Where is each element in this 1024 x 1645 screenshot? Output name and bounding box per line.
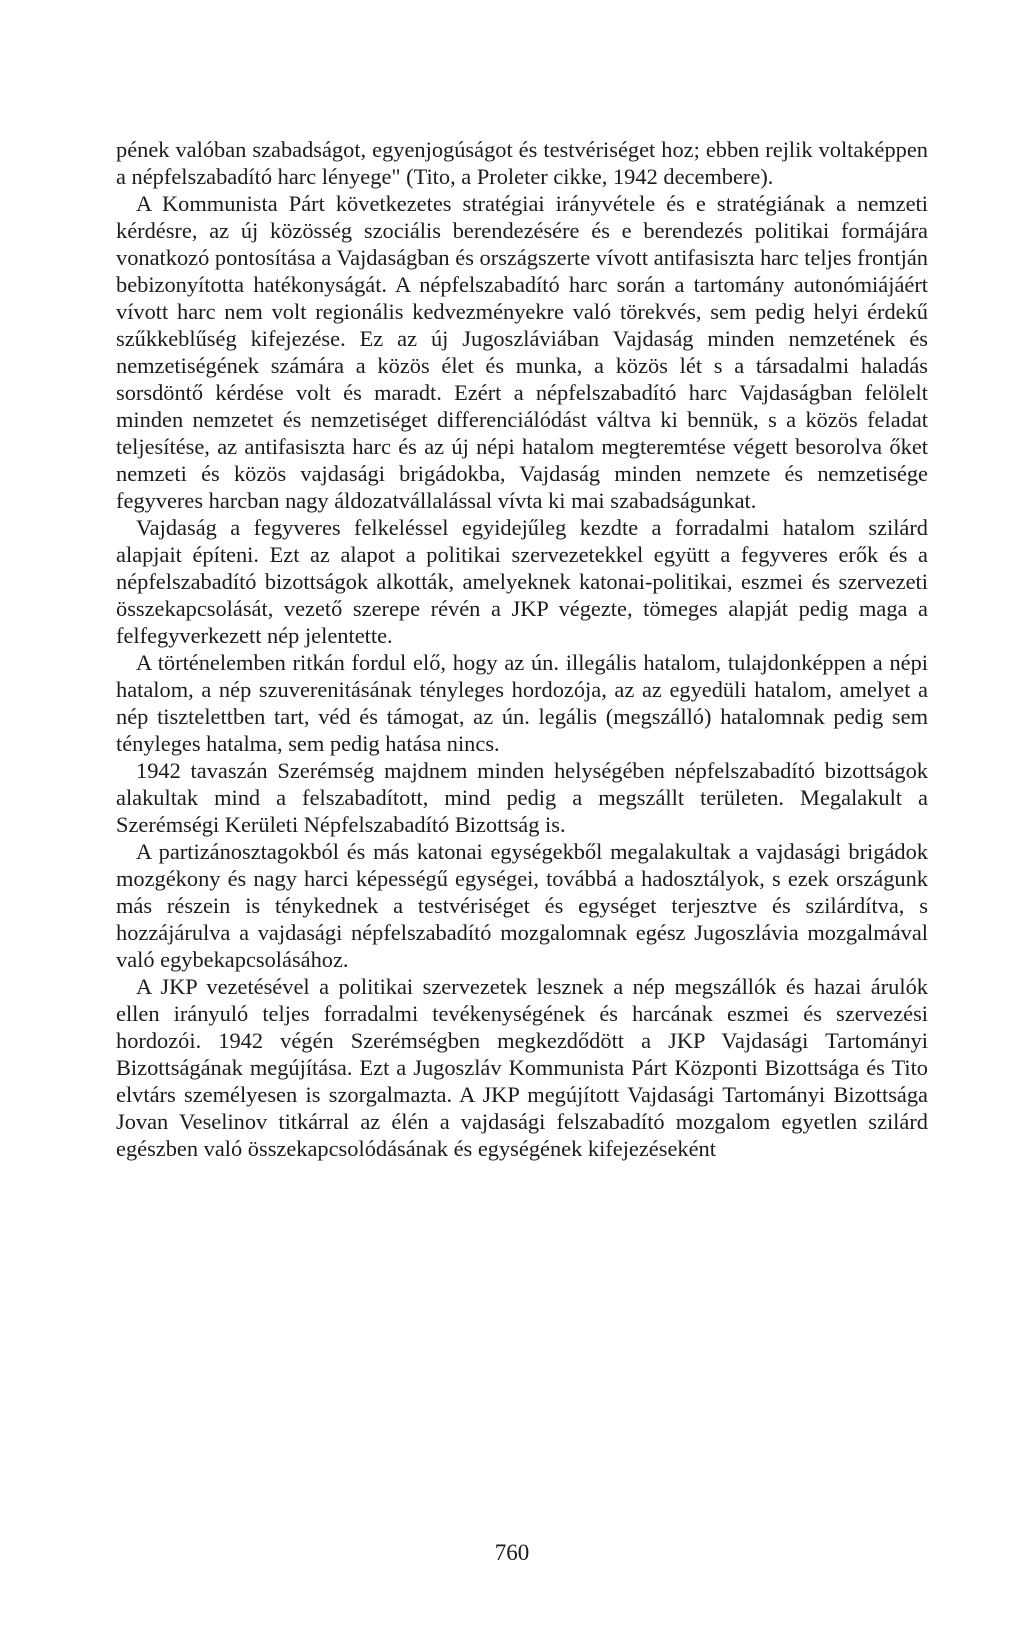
paragraph: pének valóban szabadságot, egyenjogúságot és testvériséget hoz; ebben rejlik voltaképpen a népfelszabadító harc lényege" (Tito, a Proleter cikke, 1942 decembere). bbox=[116, 137, 928, 189]
paragraph: A Kommunista Párt következetes stratégiai irányvétele és e stratégiának a nemzeti kérdésre, az új közösség szociális berendezésére és e berendezés politikai formájára vonatkozó pontosítása a Vajdaságban és országszerte vívott antifasiszta harc teljes frontján bebizonyította hatékonyságát. A népfelszabadító harc során a tartomány autonómiájáért vívott harc nem volt regionális kedvezményekre való törekvés, sem pedig helyi érdekű szűkkeblűség kifejezése. Ez az új Jugoszláviában Vajdaság minden nemzetének és nemzetiségének számára a közös élet és munka, a közös lét s a társadalmi haladás sorsdöntő kérdése volt és maradt. Ezért a népfelszabadító harc Vajdaságban felölelt minden nemzetet és nemzetiséget differenciálódást váltva ki bennük, s a közös feladat teljesítése, az antifasiszta harc és az új népi hatalom megteremtése végett besorolva őket nemzeti és közös vajdasági brigádokba, Vajdaság minden nemzete és nemzetisége fegyveres harcban nagy áldozatvállalással vívta ki mai szabadságunkat. bbox=[116, 191, 928, 513]
paragraph: A történelemben ritkán fordul elő, hogy az ún. illegális hatalom, tulajdonképpen a népi hatalom, a nép szuverenitásának tényleges hordozója, az az egyedüli hatalom, amelyet a nép tisztelettben tart, véd és támogat, az ún. legális (megszálló) hatalomnak pedig sem tényleges hatalma, sem pedig hatása nincs. bbox=[116, 650, 928, 756]
page-number: 760 bbox=[494, 1540, 530, 1565]
paragraph: A partizánosztagokból és más katonai egységekből megalakultak a vajdasági brigádok mozgékony és nagy harci képességű egységei, továbbá a hadosztályok, s ezek országunk más részein is ténykednek a testvériséget és egységet terjesztve és szilárdítva, s hozzájárulva a vajdasági népfelszabadító mozgalomnak egész Jugoszlávia mozgalmával való egybekapcsolásához. bbox=[116, 839, 928, 972]
paragraph: 1942 tavaszán Szerémség majdnem minden helységében népfelszabadító bizottságok alakultak mind a felszabadított, mind pedig a megszállt területen. Megalakult a Szerémségi Kerületi Népfelszabadító Bizottság is. bbox=[116, 758, 928, 837]
body-text bbox=[116, 136, 928, 1162]
paragraph: A JKP vezetésével a politikai szervezetek lesznek a nép megszállók és hazai árulók ellen irányuló teljes forradalmi tevékenységének és harcának eszmei és szervezési hordozói. 1942 végén Szerémségben megkezdődött a JKP Vajdasági Tartományi Bizottságának megújítása. Ezt a Jugoszláv Kommunista Párt Központi Bizottsága és Tito elvtárs személyesen is szorgalmazta. A JKP megújított Vajdasági Tartományi Bizottsága Jovan Veselinov titkárral az élén a vajdasági felszabadító mozgalom egyetlen szilárd egészben való összekapcsolódásának és egységének kifejezéseként bbox=[116, 974, 928, 1161]
paragraph: Vajdaság a fegyveres felkeléssel egyidejűleg kezdte a forradalmi hatalom szilárd alapjait építeni. Ezt az alapot a politikai szervezetekkel együtt a fegyveres erők és a népfelszabadító bizottságok alkották, amelyeknek katonai-politikai, eszmei és szervezeti összekapcsolását, vezető szerepe révén a JKP végezte, tömeges alapját pedig maga a felfegyverkezett nép jelentette. bbox=[116, 515, 928, 648]
